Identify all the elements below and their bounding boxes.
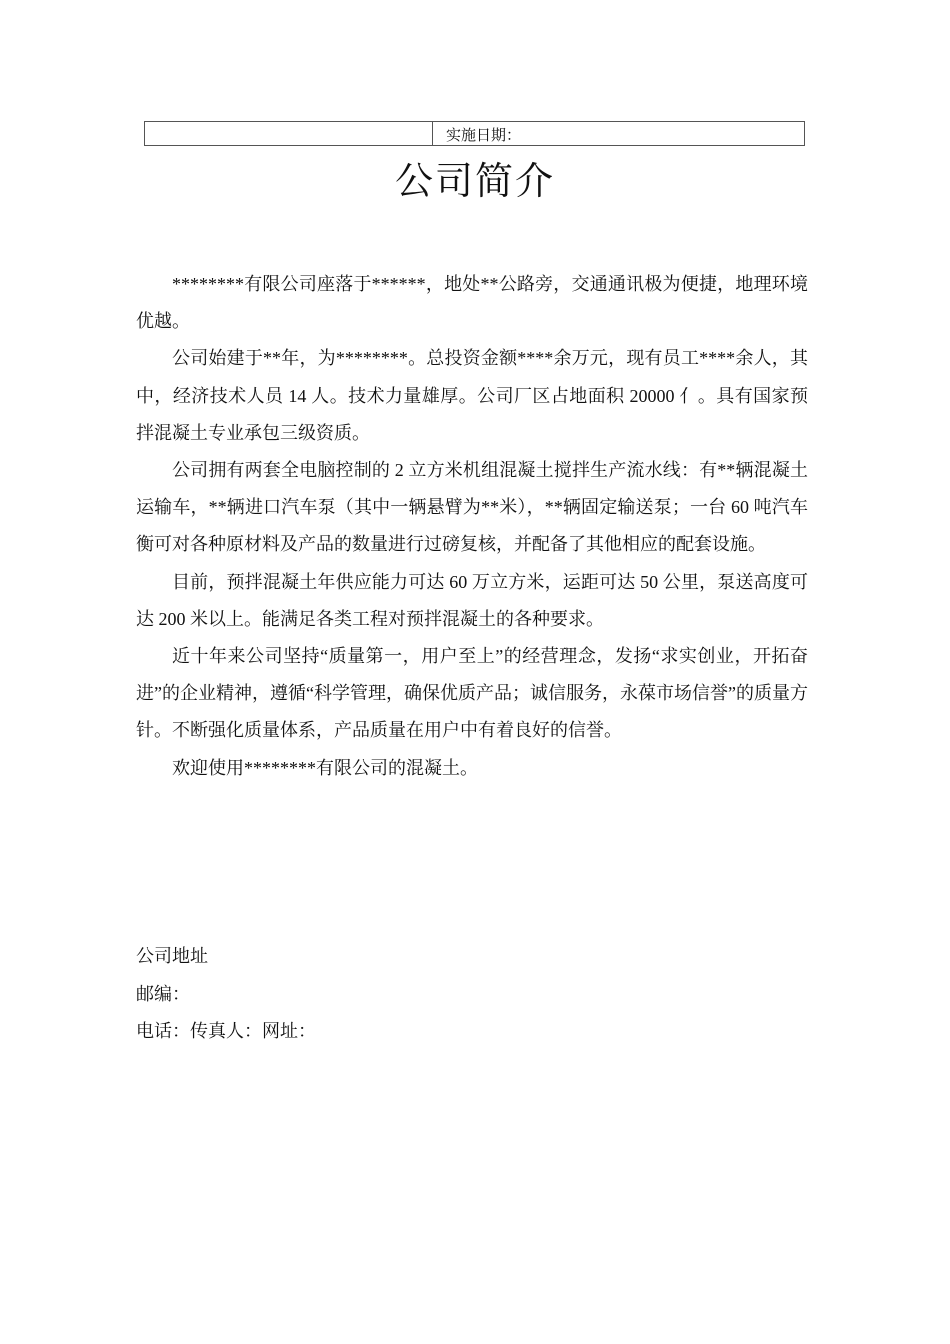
paragraph-capacity: 目前，预拌混凝土年供应能力可达 60 万立方米，运距可达 50 公里，泵送高度可达 200 米以上。能满足各类工程对预拌混凝土的各种要求。 xyxy=(136,571,808,629)
paragraph-philosophy: 近十年来公司坚持“质量第一，用户至上”的经营理念，发扬“求实创业，开拓奋进”的企业精神，遵循“科学管理，确保优质产品；诚信服务，永葆市场信誉”的质量方针。不断强化质量体系，产品质量在用户中有着良好的信誉。 xyxy=(136,646,808,741)
paragraph-welcome: 欢迎使用********有限公司的混凝土。 xyxy=(172,757,478,778)
implementation-date-label: 实施日期： xyxy=(446,128,522,144)
document-title: 公司简介 xyxy=(394,161,555,203)
paragraph-equipment: 公司拥有两套全电脑控制的 2 立方米机组混凝土搅拌生产流水线：有**辆混凝土运输车，**辆进口汽车泵（其中一辆悬臂为**米），**辆固定输送泵；一台 60 吨汽车衡可对各种原材料及产品的数量进行过磅复核，并配备了其他相应的配套设施。 xyxy=(136,460,808,555)
paragraph-location: ********有限公司座落于******，地处**公路旁，交通通讯极为便捷，地理环境优越。 xyxy=(136,274,808,332)
paragraph-founding: 公司始建于**年，为********。总投资金额****余万元，现有员工****余人，其中，经济技术人员 14 人。技术力量雄厚。公司厂区占地面积 20000 亻。具有国家预拌混凝土专业承包三级资质。 xyxy=(136,348,808,443)
postcode-label: 邮编： xyxy=(136,983,190,1004)
company-address-label: 公司地址 xyxy=(136,946,208,966)
document-body xyxy=(136,266,808,787)
header-cell-left xyxy=(145,122,433,145)
contact-block xyxy=(136,938,808,1051)
phone-fax-website-label: 电话：传真人：网址： xyxy=(136,1021,316,1041)
header-table xyxy=(144,121,805,146)
